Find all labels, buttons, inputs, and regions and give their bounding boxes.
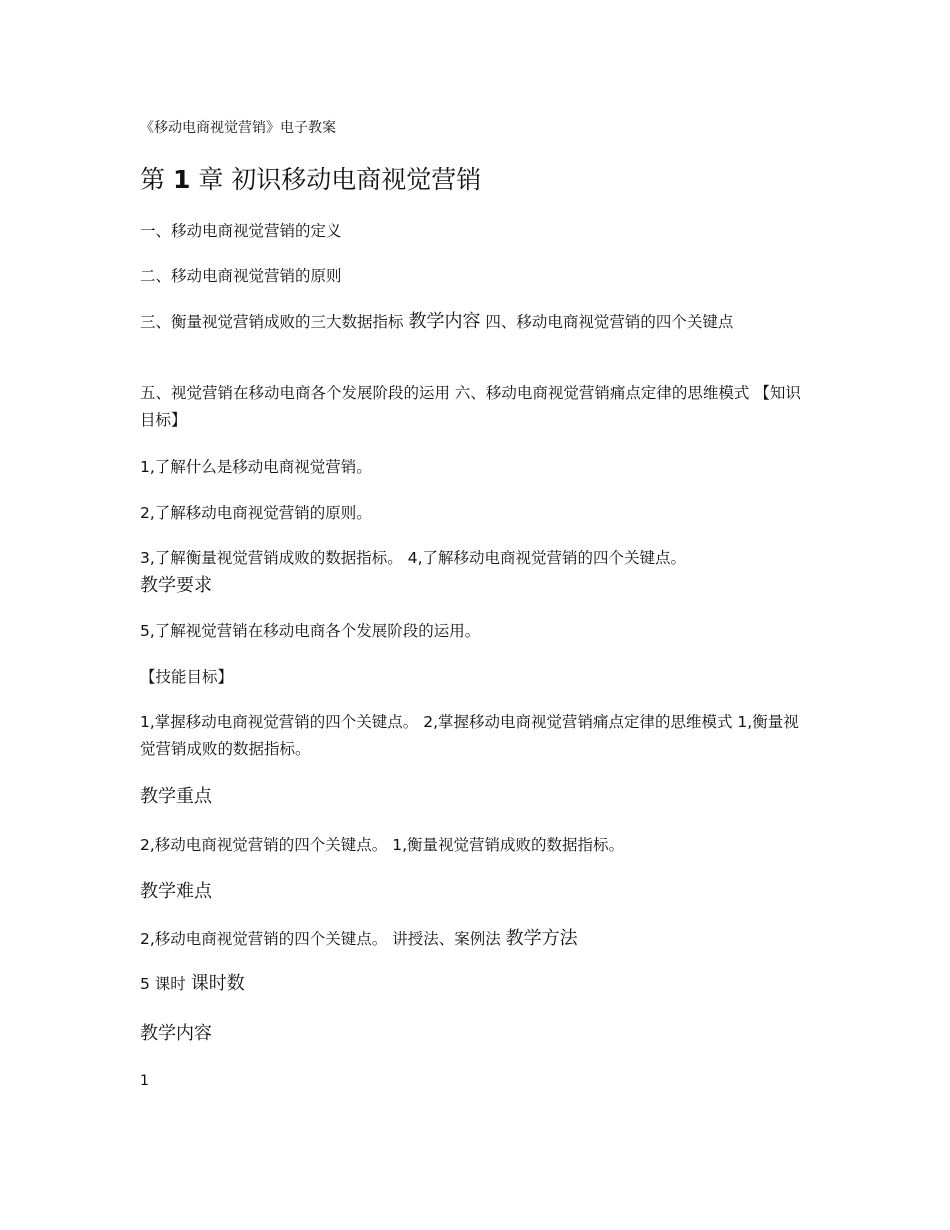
section-line-4-text: 四、移动电商视觉营销的四个关键点 xyxy=(485,313,734,331)
teaching-difficulty-text: 2,移动电商视觉营销的四个关键点。 讲授法、案例法 xyxy=(140,930,501,948)
document-header: 《移动电商视觉营销》电子教案 xyxy=(140,120,336,136)
teaching-difficulty-line xyxy=(140,929,578,949)
chapter-number: 1 xyxy=(172,165,191,194)
class-hours-line xyxy=(140,974,245,994)
page-number: 1 xyxy=(140,1073,149,1089)
knowledge-goal-5: 5,了解视觉营销在移动电商各个发展阶段的运用。 xyxy=(140,622,481,640)
section-line-1: 一、移动电商视觉营销的定义 xyxy=(140,222,342,240)
teaching-focus-text: 2,移动电商视觉营销的四个关键点。 1,衡量视觉营销成败的数据指标。 xyxy=(140,836,625,854)
section-line-3-text: 三、衡量视觉营销成败的三大数据指标 xyxy=(140,313,404,331)
label-teaching-content-inline: 教学内容 xyxy=(408,311,481,332)
knowledge-goal-2: 2,了解移动电商视觉营销的原则。 xyxy=(140,504,372,522)
chapter-prefix: 第 xyxy=(140,165,166,194)
class-hours-value: 5 课时 xyxy=(140,975,186,993)
label-teaching-focus: 教学重点 xyxy=(140,786,212,807)
skill-goals: 1,掌握移动电商视觉营销的四个关键点。 2,掌握移动电商视觉营销痛点定律的思维模式 1,衡量视觉营销成败的数据指标。 xyxy=(140,713,799,758)
knowledge-goal-1: 1,了解什么是移动电商视觉营销。 xyxy=(140,458,372,476)
knowledge-goal-3-4 xyxy=(140,545,810,600)
chapter-title xyxy=(140,164,481,196)
knowledge-goal-3-4-text: 3,了解衡量视觉营销成败的数据指标。 4,了解移动电商视觉营销的四个关键点。 xyxy=(140,549,687,567)
section-line-3 xyxy=(140,308,810,336)
section-line-2: 二、移动电商视觉营销的原则 xyxy=(140,267,342,285)
label-teaching-content: 教学内容 xyxy=(140,1023,212,1044)
section-line-5-6: 五、视觉营销在移动电商各个发展阶段的运用 六、移动电商视觉营销痛点定律的思维模式 【知识目标】 xyxy=(140,384,801,429)
label-class-hours: 课时数 xyxy=(190,973,245,994)
label-teaching-methods: 教学方法 xyxy=(505,928,578,949)
label-teaching-difficulty: 教学难点 xyxy=(140,881,212,902)
skill-goal-heading: 【技能目标】 xyxy=(140,668,234,686)
chapter-suffix: 章 初识移动电商视觉营销 xyxy=(198,165,482,194)
label-teaching-requirements: 教学要求 xyxy=(140,575,212,596)
